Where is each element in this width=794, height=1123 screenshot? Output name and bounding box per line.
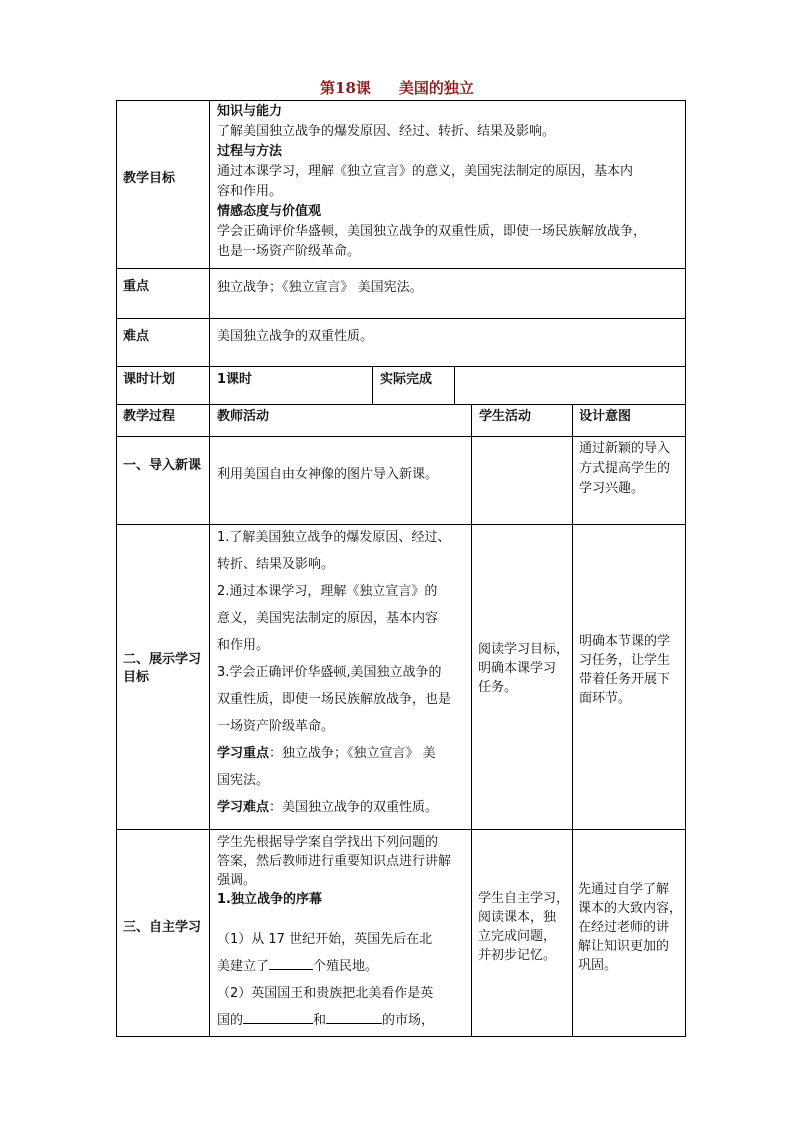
student-line: 立完成问题， [478,929,557,944]
label-key-points: 重点 [123,279,150,294]
label-step-self-study: 三、自主学习 [123,920,202,935]
study-key-line-2: 国宪法。 [217,773,270,788]
header-student-activity: 学生活动 [479,409,532,424]
goals-text-emotion-1: 学会正确评价华盛顿，美国独立战争的双重性质，即使一场民族解放战争， [217,224,647,239]
question-text: 个殖民地。 [313,959,379,974]
intro-line: 学生先根据导学案自学找出下列问题的 [217,835,439,850]
answer-blank[interactable] [326,1009,382,1024]
intent-line: 先通过自学了解 [578,882,670,897]
study-key-text: ：独立战争；《独立宣言》 美 [269,746,436,761]
step-intro-teacher: 利用美国自由女神像的图片导入新课。 [217,467,439,482]
step-self-study-intent [572,830,685,1036]
answer-blank[interactable] [269,955,313,970]
goal-line: 3.学会正确评价华盛顿,美国独立战争的 [217,665,442,680]
goal-line: 1.了解美国独立战争的爆发原因、经过、 [217,530,451,545]
goals-heading-emotion: 情感态度与价值观 [217,204,322,219]
goals-text-knowledge: 了解美国独立战争的爆发原因、经过、转折、结果及影响。 [217,124,556,139]
intent-line: 方式提高学生的 [579,461,671,476]
header-teacher-activity: 教师活动 [217,409,270,424]
label-step-goals-line-2: 目标 [123,670,150,685]
step-goals-student [471,525,572,829]
row-step-goals [116,524,686,829]
intent-line: 在经过老师的讲 [578,920,670,935]
goals-text-process-1: 通过本课学习，理解《独立宣言》的意义，美国宪法制定的原因，基本内 [217,164,634,179]
row-lesson-plan [116,366,686,404]
goals-content [209,101,685,268]
step-intro-intent [572,437,685,524]
row-teaching-goals [116,100,686,268]
goals-text-emotion-2: 也是一场资产阶级革命。 [217,244,361,259]
intent-line: 学习兴趣。 [579,481,645,496]
goals-heading-knowledge: 知识与能力 [217,104,283,119]
study-key-line [217,740,467,767]
header-design-intent: 设计意图 [579,409,632,424]
question-text: 的市场， [382,1013,435,1028]
intent-line: 习任务，让学生 [579,653,671,668]
row-step-self-study [116,829,686,1037]
goal-line: 双重性质，即使一场民族解放战争，也是 [217,692,452,707]
goal-line: 2.通过本课学习，理解《独立宣言》的 [217,584,438,599]
study-difficulty-text: ：美国独立战争的双重性质。 [269,800,439,815]
student-line: 明确本课学习 [478,661,557,676]
question-line: （1）从 17 世纪开始，英国先后在北 [217,932,433,947]
question-line [217,1007,467,1034]
student-line: 阅读学习目标， [478,642,570,657]
key-points-text: 独立战争；《独立宣言》 美国宪法。 [217,280,423,295]
section-heading: 1.独立战争的序幕 [217,892,322,907]
lesson-number: 第18课 [320,79,371,97]
intent-line: 通过新颖的导入 [579,441,671,456]
question-line [217,953,467,980]
question-text: 美建立了 [217,959,270,974]
intro-line: 强调。 [217,873,257,888]
student-line: 学生自主学习， [478,891,570,906]
intro-line: 答案，然后教师进行重要知识点进行讲解 [217,854,452,869]
study-difficulty-line [217,794,467,821]
step-goals-teacher [209,525,471,829]
row-key-points [116,268,686,318]
intent-line: 解让知识更加的 [578,939,670,954]
question-text: 国的 [217,1013,244,1028]
goal-line: 转折、结果及影响。 [217,557,335,572]
intent-line: 课本的大致内容， [578,901,683,916]
answer-blank[interactable] [243,1009,313,1024]
student-line: 任务。 [478,680,518,695]
goals-text-process-2: 容和作用。 [217,184,283,199]
study-key-label: 学习重点 [217,746,270,761]
question-line: （2）英国国王和贵族把北美看作是英 [217,986,434,1001]
goal-line: 和作用。 [217,638,270,653]
label-difficulty: 难点 [123,329,150,344]
label-step-goals-line-1: 二、展示学习 [123,652,202,667]
intent-line: 巩固。 [578,958,618,973]
step-goals-intent [572,525,685,829]
step-self-study-teacher [209,830,471,1036]
goal-line: 意义，美国宪法制定的原因，基本内容 [217,611,439,626]
goal-line: 一场资产阶级革命。 [217,719,335,734]
step-self-study-student [471,830,572,1036]
label-actual-completion: 实际完成 [380,372,433,387]
student-line: 阅读课本，独 [478,910,557,925]
label-lesson-plan: 课时计划 [123,372,176,387]
lesson-hours: 1课时 [217,372,253,387]
study-difficulty-label: 学习难点 [217,800,270,815]
header-teaching-process: 教学过程 [123,409,176,424]
row-step-intro [116,436,686,524]
lesson-title [0,78,794,98]
student-line: 并初步记忆。 [478,948,557,963]
label-step-goals [123,651,201,687]
difficulty-text: 美国独立战争的双重性质。 [217,329,374,344]
label-teaching-goals: 教学目标 [123,171,176,186]
intent-line: 明确本节课的学 [579,634,671,649]
label-step-intro: 一、导入新课 [123,458,202,473]
intent-line: 带着任务开展下 [579,672,671,687]
question-text: 和 [313,1013,327,1028]
intent-line: 面环节。 [579,691,632,706]
row-process-header [116,404,686,436]
goals-heading-process: 过程与方法 [217,144,283,159]
row-difficulty [116,318,686,366]
lesson-name: 美国的独立 [398,79,474,97]
